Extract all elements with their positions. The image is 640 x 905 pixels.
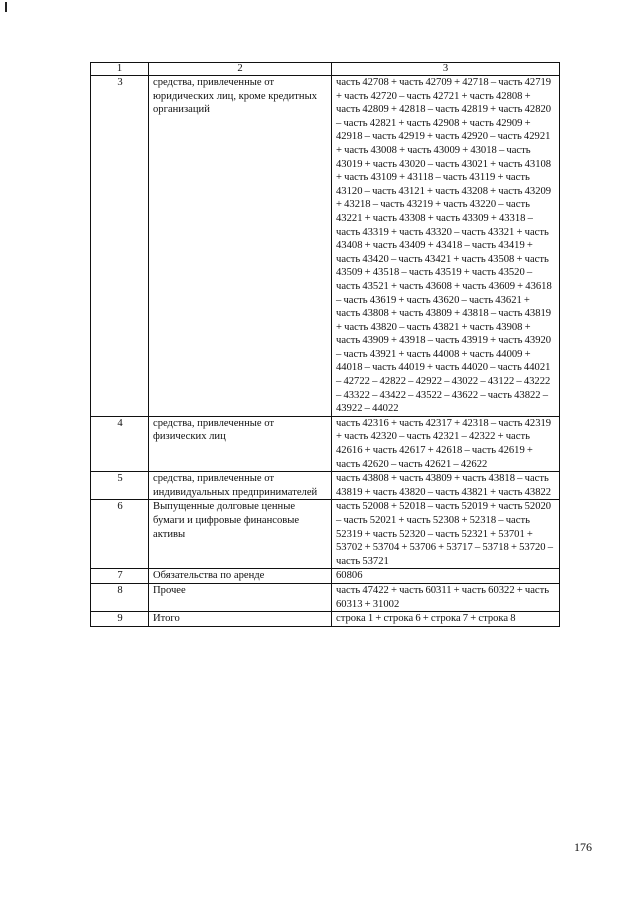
column-number-1: 1 [91,63,149,76]
table-row [91,569,560,584]
table-row [91,76,560,417]
column-number-3: 3 [332,63,560,76]
table-row [91,612,560,627]
page-number: 176 [574,840,592,854]
row-formula: часть 43808 + часть 43809 + часть 43818 – часть 43819 + часть 43820 – часть 43821 + часть 43822 [332,472,560,500]
row-formula: 60806 [332,569,560,584]
row-number: 7 [91,569,149,584]
row-description: средства, привлеченные от индивидуальных предпринимателей [149,472,332,500]
row-number: 6 [91,500,149,569]
row-number: 3 [91,76,149,417]
row-description: средства, привлеченные от физических лиц [149,416,332,471]
row-number: 8 [91,583,149,611]
column-number-2: 2 [149,63,332,76]
row-number: 4 [91,416,149,471]
row-formula: строка 1 + строка 6 + строка 7 + строка 8 [332,612,560,627]
row-description: Выпущенные долговые ценные бумаги и цифровые финансовые активы [149,500,332,569]
margin-mark [5,2,7,12]
accounts-table [90,62,560,627]
row-description: Прочее [149,583,332,611]
row-description: Итого [149,612,332,627]
table-row [91,583,560,611]
table-row [91,416,560,471]
row-formula: часть 47422 + часть 60311 + часть 60322 + часть 60313 + 31002 [332,583,560,611]
row-number: 5 [91,472,149,500]
table-row [91,472,560,500]
row-formula: часть 42708 + часть 42709 + 42718 – часть 42719 + часть 42720 – часть 42721 + часть 42808 + часть 42809 + 42818 – часть 42819 + часть 42820 – часть 42821 + часть 42908 + часть 42909 + 42918 – часть 42919 + часть 42920 – часть 42921 + часть 43008 + часть 43009 + 43018 – часть 43019 + часть 43020 – часть 43021 + часть 43108 + часть 43109 + 43118 – часть 43119 + часть 43120 – часть 43121 + часть 43208 + часть 43209 + 43218 – часть 43219 + часть 43220 – часть 43221 + часть 43308 + часть 43309 + 43318 – часть 43319 + часть 43320 – часть 43321 + часть 43408 + часть 43409 + 43418 – часть 43419 + часть 43420 – часть 43421 + часть 43508 + часть 43509 + 43518 – часть 43519 + часть 43520 – часть 43521 + часть 43608 + часть 43609 + 43618 – часть 43619 + часть 43620 – часть 43621 + часть 43808 + часть 43809 + 43818 – часть 43819 + часть 43820 – часть 43821 + часть 43908 + часть 43909 + 43918 – часть 43919 + часть 43920 – часть 43921 + часть 44008 + часть 44009 + 44018 – часть 44019 + часть 44020 – часть 44021 – 42722 – 42822 – 42922 – 43022 – 43122 – 43222 – 43322 – 43422 – 43522 – 43622 – часть 43822 – 43922 – 44022 [332,76,560,417]
row-description: Обязательства по аренде [149,569,332,584]
table-header-row [91,63,560,76]
row-number: 9 [91,612,149,627]
row-formula: часть 52008 + 52018 – часть 52019 + часть 52020 – часть 52021 + часть 52308 + 52318 – часть 52319 + часть 52320 – часть 52321 + 53701 + 53702 + 53704 + 53706 + 53717 – 53718 + 53720 – часть 53721 [332,500,560,569]
table-row [91,500,560,569]
row-description: средства, привлеченные от юридических лиц, кроме кредитных организаций [149,76,332,417]
row-formula: часть 42316 + часть 42317 + 42318 – часть 42319 + часть 42320 – часть 42321 – 42322 + часть 42616 + часть 42617 + 42618 – часть 42619 + часть 42620 – часть 42621 – 42622 [332,416,560,471]
